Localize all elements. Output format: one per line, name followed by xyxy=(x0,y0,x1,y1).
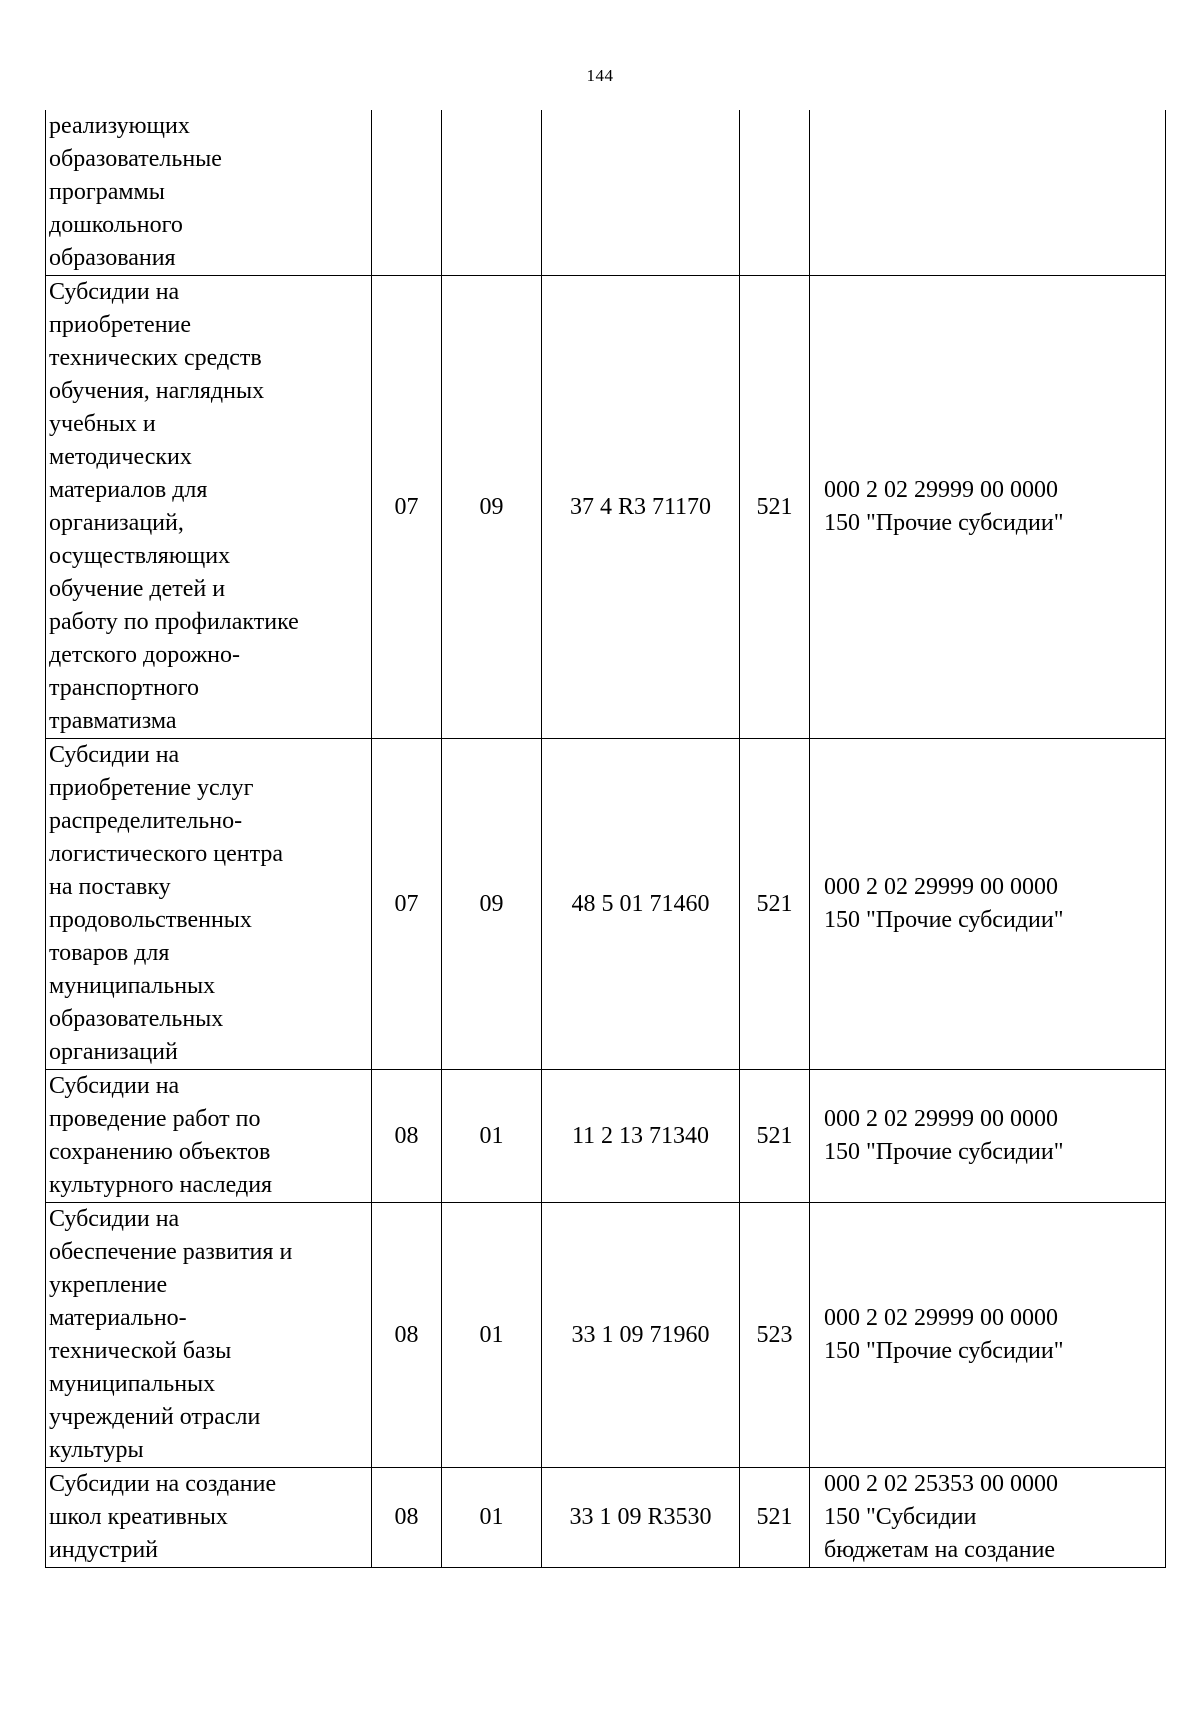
description-line: технической базы xyxy=(49,1338,232,1364)
description-line: культуры xyxy=(49,1437,144,1463)
income-code-cell xyxy=(810,739,1166,1070)
description-line: Субсидии на создание xyxy=(49,1471,277,1497)
description-line: проведение работ по xyxy=(49,1106,261,1132)
description-line: организаций xyxy=(49,1039,178,1065)
description-line: осуществляющих xyxy=(49,543,231,569)
target-article-code-cell: 48 5 01 71460 xyxy=(542,739,740,1070)
description-line: культурного наследия xyxy=(49,1172,273,1198)
target-article-code-cell: 11 2 13 71340 xyxy=(542,1070,740,1203)
table-row xyxy=(46,1468,1166,1568)
income-code-line: 000 2 02 29999 00 0000 xyxy=(824,477,1058,503)
description-line: индустрий xyxy=(49,1537,159,1563)
description-line: на поставку xyxy=(49,874,171,900)
description-line: школ креативных xyxy=(49,1504,228,1530)
subsidy-description-cell xyxy=(46,739,372,1070)
income-code-line: бюджетам на создание xyxy=(824,1537,1056,1563)
description-line: организаций, xyxy=(49,510,184,536)
subsection-code-cell: 09 xyxy=(442,276,542,739)
description-line: логистического центра xyxy=(49,841,284,867)
section-code-cell: 08 xyxy=(372,1070,442,1203)
table-row xyxy=(46,739,1166,1070)
income-code-cell xyxy=(810,1070,1166,1203)
description-line: учебных и xyxy=(49,411,156,437)
income-code-cell xyxy=(810,110,1166,276)
income-code-line: 000 2 02 29999 00 0000 xyxy=(824,1106,1058,1132)
description-line: программы xyxy=(49,179,165,205)
subsidy-description-cell xyxy=(46,1203,372,1468)
description-line: Субсидии на xyxy=(49,1206,180,1232)
description-line: методических xyxy=(49,444,192,470)
income-code-line: 000 2 02 29999 00 0000 xyxy=(824,1305,1058,1331)
description-line: муниципальных xyxy=(49,973,216,999)
section-code-cell xyxy=(372,110,442,276)
expense-type-code-cell: 521 xyxy=(740,276,810,739)
subsidy-description-cell xyxy=(46,110,372,276)
target-article-code-cell: 33 1 09 R3530 xyxy=(542,1468,740,1568)
table-row xyxy=(46,1070,1166,1203)
target-article-code-cell: 37 4 R3 71170 xyxy=(542,276,740,739)
expense-type-code-cell xyxy=(740,110,810,276)
subsidy-description-cell xyxy=(46,1468,372,1568)
income-code-line: 000 2 02 29999 00 0000 xyxy=(824,874,1058,900)
page-number: 144 xyxy=(586,66,614,85)
description-line: Субсидии на xyxy=(49,279,180,305)
target-article-code-cell xyxy=(542,110,740,276)
description-line: реализующих xyxy=(49,113,190,139)
description-line: технических средств xyxy=(49,345,262,371)
description-line: распределительно- xyxy=(49,808,243,834)
description-line: сохранению объектов xyxy=(49,1139,271,1165)
description-line: образования xyxy=(49,245,176,271)
description-line: обучение детей и xyxy=(49,576,226,602)
description-line: приобретение xyxy=(49,312,192,338)
subsidy-description-cell xyxy=(46,276,372,739)
section-code-cell: 08 xyxy=(372,1468,442,1568)
income-code-line: 000 2 02 25353 00 0000 xyxy=(824,1471,1058,1497)
subsection-code-cell: 01 xyxy=(442,1468,542,1568)
table-row xyxy=(46,110,1166,276)
subsection-code-cell: 01 xyxy=(442,1203,542,1468)
income-code-cell xyxy=(810,276,1166,739)
description-line: детского дорожно- xyxy=(49,642,241,668)
target-article-code-cell: 33 1 09 71960 xyxy=(542,1203,740,1468)
description-line: материалов для xyxy=(49,477,208,503)
income-code-line: 150 "Прочие субсидии" xyxy=(824,907,1064,933)
description-line: Субсидии на xyxy=(49,742,180,768)
expense-type-code-cell: 521 xyxy=(740,1070,810,1203)
table-row xyxy=(46,1203,1166,1468)
expense-type-code-cell: 523 xyxy=(740,1203,810,1468)
expense-type-code-cell: 521 xyxy=(740,739,810,1070)
subsection-code-cell: 01 xyxy=(442,1070,542,1203)
description-line: приобретение услуг xyxy=(49,775,254,801)
description-line: продовольственных xyxy=(49,907,252,933)
description-line: обучения, наглядных xyxy=(49,378,265,404)
description-line: муниципальных xyxy=(49,1371,216,1397)
section-code-cell: 07 xyxy=(372,276,442,739)
expense-type-code-cell: 521 xyxy=(740,1468,810,1568)
description-line: обеспечение развития и xyxy=(49,1239,293,1265)
section-code-cell: 08 xyxy=(372,1203,442,1468)
description-line: товаров для xyxy=(49,940,170,966)
income-code-cell xyxy=(810,1468,1166,1568)
income-code-line: 150 "Прочие субсидии" xyxy=(824,510,1064,536)
table-row xyxy=(46,276,1166,739)
description-line: работу по профилактике xyxy=(49,609,299,635)
description-line: образовательные xyxy=(49,146,222,172)
description-line: материально- xyxy=(49,1305,187,1331)
subsection-code-cell: 09 xyxy=(442,739,542,1070)
income-code-cell xyxy=(810,1203,1166,1468)
section-code-cell: 07 xyxy=(372,739,442,1070)
description-line: транспортного xyxy=(49,675,200,701)
description-line: дошкольного xyxy=(49,212,183,238)
subsidies-table xyxy=(45,110,1166,1568)
description-line: укрепление xyxy=(49,1272,168,1298)
income-code-line: 150 "Прочие субсидии" xyxy=(824,1338,1064,1364)
subsection-code-cell xyxy=(442,110,542,276)
income-code-line: 150 "Субсидии xyxy=(824,1504,977,1530)
description-line: учреждений отрасли xyxy=(49,1404,261,1430)
subsidy-description-cell xyxy=(46,1070,372,1203)
description-line: образовательных xyxy=(49,1006,224,1032)
description-line: Субсидии на xyxy=(49,1073,180,1099)
income-code-line: 150 "Прочие субсидии" xyxy=(824,1139,1064,1165)
description-line: травматизма xyxy=(49,708,177,734)
